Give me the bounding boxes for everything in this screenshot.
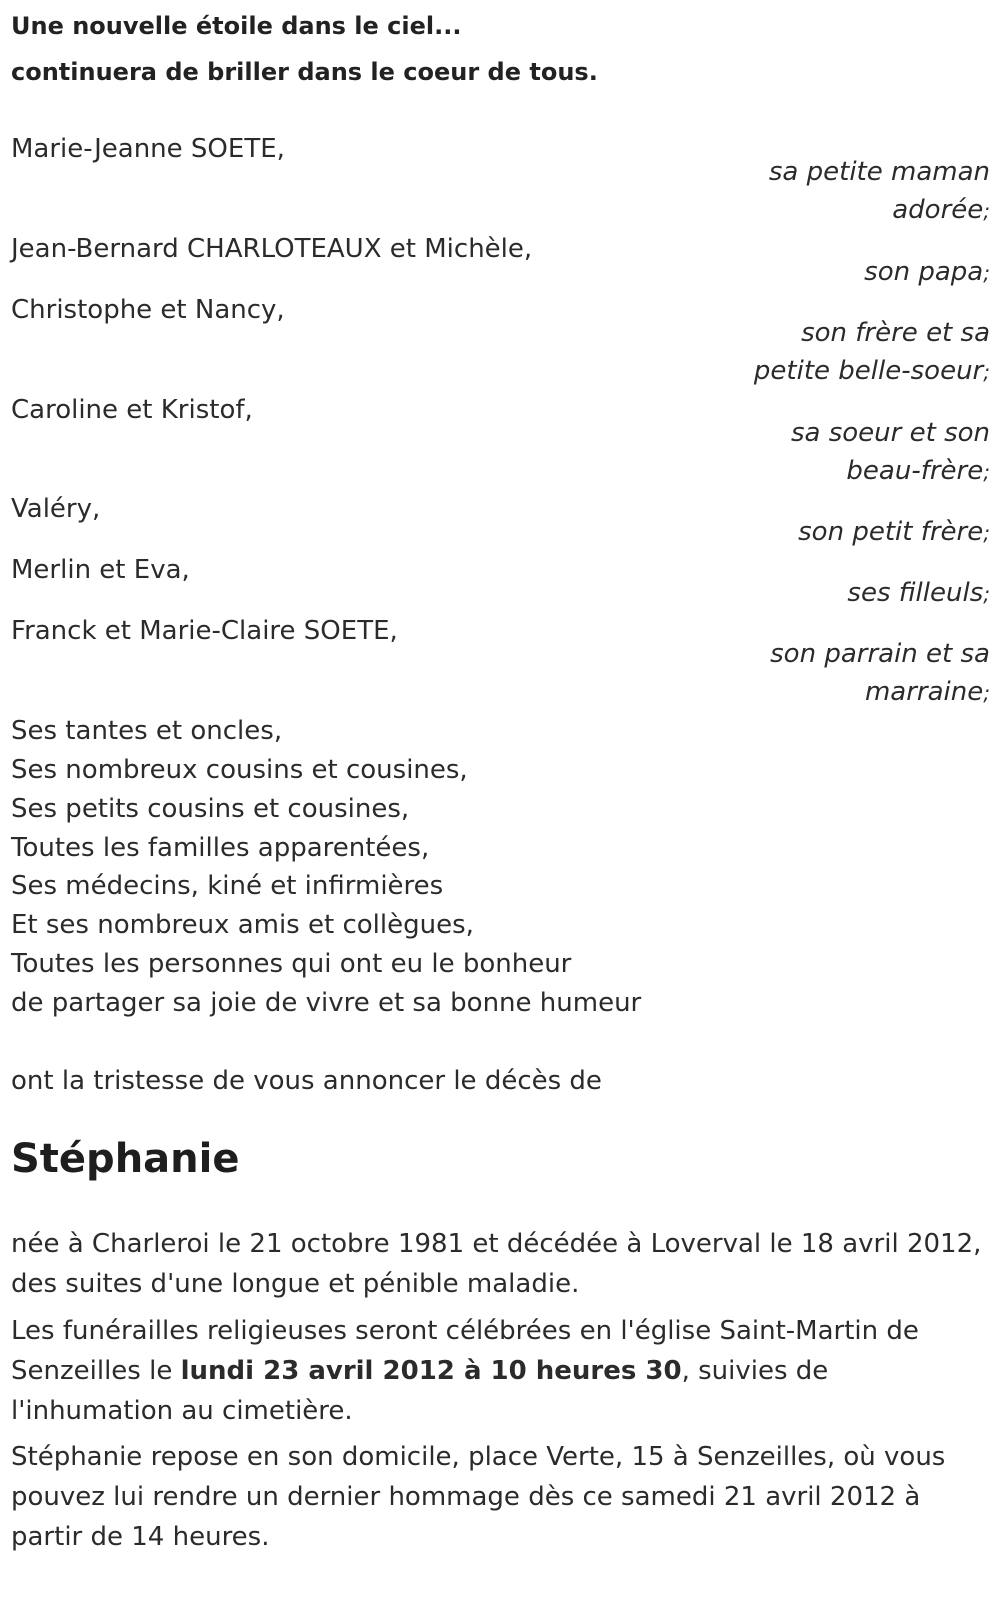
- family-relation-6: ses filleuls;: [847, 578, 990, 608]
- family-relation-1b: adorée;: [892, 195, 990, 225]
- family-relation-3b: petite belle-soeur;: [753, 356, 990, 386]
- family-relation-1a: sa petite maman: [768, 157, 990, 187]
- family-relation-7a: son parrain et sa: [770, 639, 990, 669]
- deceased-name: Stéphanie: [11, 1136, 240, 1182]
- family-relation-4b: beau-frère;: [846, 456, 990, 486]
- funeral-paragraph: Les funérailles religieuses seront célébrées en l'église Saint-Martin de Senzeilles le lundi 23 avril 2012 à 10 heures 30, suivies de l'inhumation au cimetière.: [11, 1316, 919, 1426]
- announcement: ont la tristesse de vous annoncer le décès de: [11, 1066, 602, 1096]
- family-name-2: Jean-Bernard CHARLOTEAUX et Michèle,: [11, 234, 533, 264]
- visitation-paragraph: Stéphanie repose en son domicile, place Verte, 15 à Senzeilles, où vous pouvez lui rendre un dernier hommage dès ce samedi 21 avril 2012 à partir de 14 heures.: [11, 1442, 946, 1552]
- birth-death-paragraph: née à Charleroi le 21 octobre 1981 et décédée à Loverval le 18 avril 2012, des suites d'une longue et pénible maladie.: [11, 1229, 982, 1299]
- others-line-4: Toutes les familles apparentées,: [11, 833, 430, 863]
- others-line-5: Ses médecins, kiné et infirmières: [11, 871, 444, 901]
- family-relation-7b: marraine;: [864, 677, 990, 707]
- family-name-6: Merlin et Eva,: [11, 555, 190, 585]
- family-name-1: Marie-Jeanne SOETE,: [11, 134, 285, 164]
- others-line-6: Et ses nombreux amis et collègues,: [11, 910, 474, 940]
- intro-line-2: continuera de briller dans le coeur de tous.: [11, 58, 598, 86]
- family-relation-3a: son frère et sa: [801, 318, 990, 348]
- family-relation-4a: sa soeur et son: [790, 418, 990, 448]
- family-name-4: Caroline et Kristof,: [11, 395, 253, 425]
- others-line-3: Ses petits cousins et cousines,: [11, 794, 410, 824]
- others-line-2: Ses nombreux cousins et cousines,: [11, 755, 468, 785]
- intro-line-1: Une nouvelle étoile dans le ciel...: [11, 12, 462, 40]
- others-line-1: Ses tantes et oncles,: [11, 716, 283, 746]
- family-name-7: Franck et Marie-Claire SOETE,: [11, 616, 398, 646]
- family-relation-5: son petit frère;: [798, 517, 990, 547]
- family-name-3: Christophe et Nancy,: [11, 295, 285, 325]
- others-line-8: de partager sa joie de vivre et sa bonne humeur: [11, 988, 642, 1018]
- funeral-date: lundi 23 avril 2012 à 10 heures 30: [180, 1356, 682, 1386]
- family-name-5: Valéry,: [11, 494, 101, 524]
- family-relation-2: son papa;: [864, 257, 990, 287]
- others-line-7: Toutes les personnes qui ont eu le bonheur: [11, 949, 572, 979]
